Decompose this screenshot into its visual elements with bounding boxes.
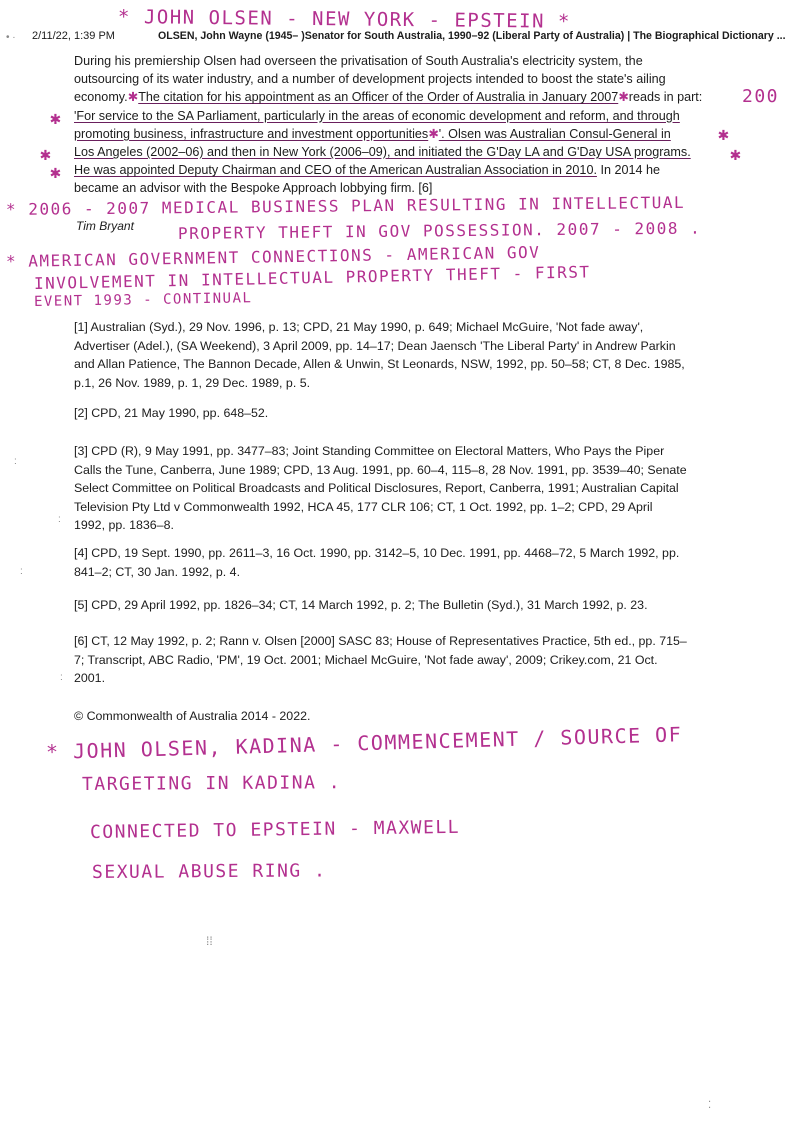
margin-number: 200 [742,86,780,107]
footnote-1: [1] Australian (Syd.), 29 Nov. 1996, p. 13; CPD, 21 May 1990, p. 649; Michael McGuire, 'Not fade away', Advertiser (Adel.), (SA Weekend), 3 April 2009, pp. 14–17; Dean Jaensch 'The Liberal Party' in Andrew Parkin and Allan Patience, The Bannon Decade, Allen & Unwin, St Leonards, NSW, 1992, pp. 50–58; CT, 8 Dec. 1985, p.1, 26 Nov. 1989, p. 1, 29 Dec. 1989, p. 5. [74,320,685,390]
biography-text [74,52,766,198]
handwritten-note-bottom: * JOHN OLSEN, KADINA - COMMENCEMENT / SOURCE OF [45,722,683,764]
margin-asterisk-right: ✱ [718,124,731,145]
bio-line: became an advisor with the Bespoke Approach lobbying firm. [6] [74,181,433,196]
scan-speck: : [60,672,63,683]
asterisk-mark: ✱ [428,125,439,141]
handwritten-title: * JOHN OLSEN - NEW YORK - EPSTEIN * [117,6,571,33]
footnote-2: [2] CPD, 21 May 1990, pp. 648–52. [74,406,269,420]
print-date: 2/11/22, 1:39 PM [32,30,115,42]
margin-asterisk-left: ✱ [50,108,63,129]
handwritten-note: INVOLVEMENT IN INTELLECTUAL PROPERTY THEFT - FIRST [33,262,591,293]
scan-speck: • · [6,32,16,43]
bio-line: 'For service to the SA Parliament, particularly in the areas of economic development and reform, and through [74,108,680,123]
bio-line: Los Angeles (2002–06) and then in New York (2006–09), and initiated the G'Day LA and G'Day USA programs. [74,145,691,160]
scan-speck: : [14,456,17,467]
scan-speck: ⁞⁞ [206,934,213,948]
margin-asterisk-right: ✱ [730,144,743,165]
bio-line: promoting business, infrastructure and investment opportunities✱'. Olsen was Australian Consul-General in [74,125,671,141]
footnote-3: [3] CPD (R), 9 May 1991, pp. 3477–83; Joint Standing Committee on Electoral Matters, Who Pays the Piper Calls the Tune, Canberra, June 1989; CPD, 13 Aug. 1991, pp. 60–4, 115–8, 28 Nov. 1991, pp. 3539–40; Senate Select Committee on Political Broadcasts and Political Disclosures, Report, Canberra, 1991; Australian Capital Television Pty Ltd v Commonwealth 1992, HCA 45, 177 CLR 106; CT, 1 Oct. 1992, pp. 1–2; CPD, 29 April 1992, pp. 1836–8. [74,444,687,533]
bio-line: economy.✱The citation for his appointment as an Officer of the Order of Australia in January 2007✱reads in part: [74,89,703,105]
handwritten-note: EVENT 1993 - CONTINUAL [33,290,253,310]
margin-asterisk-left: ✱ [40,144,53,165]
bio-line: He was appointed Deputy Chairman and CEO of the American Australian Association in 2010. In 2014 he [74,163,660,178]
scan-speck: : [20,566,23,577]
margin-asterisk-left: ✱ [50,162,63,183]
author-name: Tim Bryant [76,219,134,233]
asterisk-mark: ✱ [618,89,629,105]
handwritten-note: * 2006 - 2007 MEDICAL BUSINESS PLAN RESULTING IN INTELLECTUAL [5,192,686,219]
scan-speck: : [58,514,61,525]
handwritten-note: PROPERTY THEFT IN GOV POSSESSION. 2007 - 2008 . [177,218,702,243]
handwritten-note-bottom: TARGETING IN KADINA . [81,772,342,795]
print-source-title: OLSEN, John Wayne (1945– )Senator for South Australia, 1990–92 (Liberal Party of Australia) | The Biographical Dictionary ... [158,30,786,42]
footnote-5: [5] CPD, 29 April 1992, pp. 1826–34; CT, 14 March 1992, p. 2; The Bulletin (Syd.), 31 March 1992, p. 23. [74,598,648,612]
handwritten-note-bottom: CONNECTED TO EPSTEIN - MAXWELL [89,816,461,843]
bio-line: During his premiership Olsen had overseen the privatisation of South Australia's electricity system, the [74,54,643,68]
footnote-4: [4] CPD, 19 Sept. 1990, pp. 2611–3, 16 Oct. 1990, pp. 3142–5, 10 Dec. 1991, pp. 4468–72, 5 March 1992, pp. 841–2; CT, 30 Jan. 1992, p. 4. [74,546,680,579]
scan-speck: ⁚ [708,1100,712,1111]
bio-line: outsourcing of its water industry, and a number of development projects intended to boost the state's ailing [74,72,666,87]
copyright-notice: © Commonwealth of Australia 2014 - 2022. [74,709,311,723]
handwritten-note: * AMERICAN GOVERNMENT CONNECTIONS - AMERICAN GOV [5,242,541,271]
underlined-citation: The citation for his appointment as an Officer of the Order of Australia in January 2007 [138,90,619,105]
asterisk-mark: ✱ [127,89,139,105]
handwritten-note-bottom: SEXUAL ABUSE RING . [91,860,327,883]
footnote-6: [6] CT, 12 May 1992, p. 2; Rann v. Olsen [2000] SASC 83; House of Representatives Practice, 5th ed., pp. 715– 7; Transcript, ABC Radio, 'PM', 19 Oct. 2001; Michael McGuire, 'Not fade away', 2009; Crikey.com, 21 Oct. 2001. [74,634,687,686]
